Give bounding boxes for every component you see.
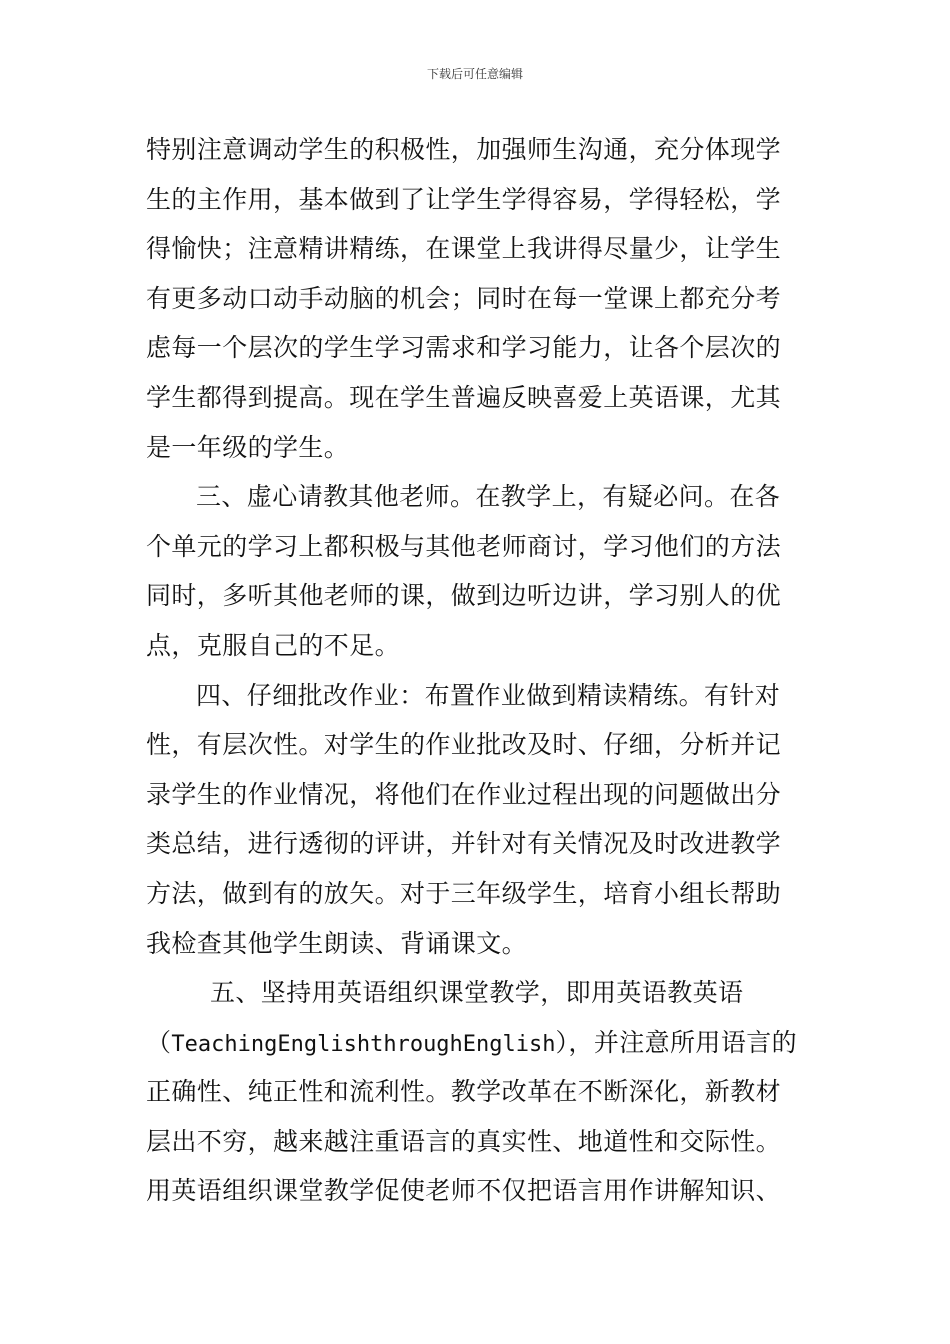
text-line: 性，有层次性。对学生的作业批改及时、仔细，分析并记 xyxy=(146,730,782,760)
document-body xyxy=(146,125,808,1216)
text-line: 个单元的学习上都积极与其他老师商讨，学习他们的方法 xyxy=(146,531,782,561)
paragraph-heading-line: 五、坚持用英语组织课堂教学，即用英语教英语 xyxy=(210,978,744,1008)
text-run: TeachingEnglishthroughEnglish xyxy=(171,1031,556,1057)
text-line: 用英语组织课堂教学促使老师不仅把语言用作讲解知识、 xyxy=(146,1176,782,1206)
text-line: 得愉快；注意精讲精练，在课堂上我讲得尽量少，让学生 xyxy=(146,234,782,264)
text-line: 有更多动口动手动脑的机会；同时在每一堂课上都充分考 xyxy=(146,283,782,313)
text-line: 层出不穷，越来越注重语言的真实性、地道性和交际性。 xyxy=(146,1126,782,1156)
text-line: 生的主作用，基本做到了让学生学得容易，学得轻松，学 xyxy=(146,184,782,214)
text-line: 我检查其他学生朗读、背诵课文。 xyxy=(146,928,528,958)
paragraph-heading-line: 三、虚心请教其他老师。在教学上，有疑必问。在各 xyxy=(196,482,781,512)
text-line: 学生都得到提高。现在学生普遍反映喜爱上英语课，尤其 xyxy=(146,382,782,412)
text-line: 方法，做到有的放矢。对于三年级学生，培育小组长帮助 xyxy=(146,878,782,908)
page-header: 下载后可任意编辑 xyxy=(426,67,523,81)
text-line: 特别注意调动学生的积极性，加强师生沟通，充分体现学 xyxy=(146,135,782,164)
text-line: 点，克服自己的不足。 xyxy=(146,630,401,660)
text-line-english xyxy=(146,1018,808,1068)
text-run: ），并注意所用语言的 xyxy=(555,1027,798,1057)
paragraph-heading-line: 四、仔细批改作业：布置作业做到精读精练。有针对 xyxy=(196,680,781,710)
text-line: 类总结，进行透彻的评讲，并针对有关情况及时改进教学 xyxy=(146,829,782,859)
text-line: 同时，多听其他老师的课，做到边听边讲，学习别人的优 xyxy=(146,581,782,611)
text-line: 录学生的作业情况，将他们在作业过程出现的问题做出分 xyxy=(146,779,782,809)
text-line: 虑每一个层次的学生学习需求和学习能力，让各个层次的 xyxy=(146,333,782,363)
text-line: 是一年级的学生。 xyxy=(146,432,350,462)
text-line: 正确性、纯正性和流利性。教学改革在不断深化，新教材 xyxy=(146,1077,782,1107)
text-run: （ xyxy=(146,1027,172,1057)
